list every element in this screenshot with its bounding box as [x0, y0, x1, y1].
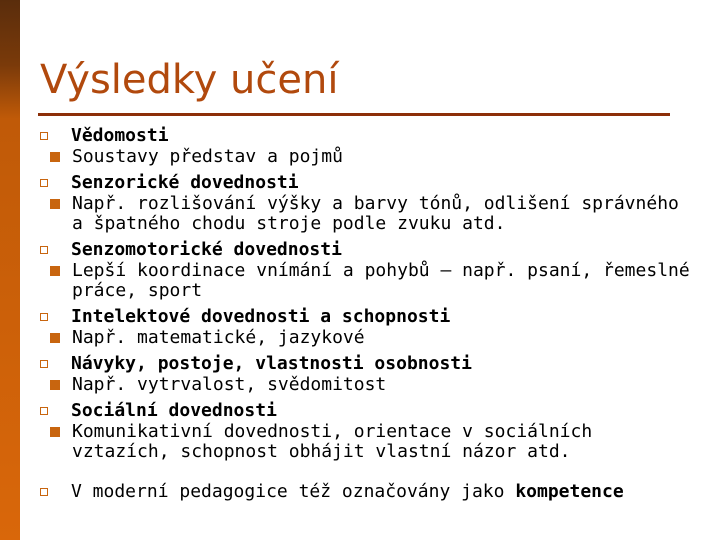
sub-bullet-item [40, 147, 700, 167]
square-bullet-icon [40, 407, 48, 415]
sub-bullet-item [40, 422, 700, 462]
square-bullet-icon [40, 488, 48, 496]
filled-square-bullet-icon [50, 152, 60, 162]
bullet-label: Intelektové dovednosti a schopnosti [71, 306, 451, 327]
slide-title: Výsledky učení [40, 57, 339, 103]
filled-square-bullet-icon [50, 199, 60, 209]
sub-bullet-item [40, 328, 700, 348]
sub-bullet-item [40, 375, 700, 395]
bullet-label: Senzorické dovednosti [71, 172, 299, 193]
final-bullet-text: V moderní pedagogice též označovány jako [71, 481, 516, 502]
bullet-list [40, 124, 700, 503]
side-accent-bar [0, 0, 20, 540]
square-bullet-icon [40, 179, 48, 187]
final-keyword: kompetence [515, 481, 624, 502]
sub-bullet-item [40, 194, 700, 234]
bullet-label: Návyky, postoje, vlastnosti osobnosti [71, 353, 472, 374]
bullet-label: Senzomotorické dovednosti [71, 239, 342, 260]
bullet-item [40, 352, 700, 375]
sub-bullet-text: Např. matematické, jazykové [72, 327, 365, 348]
bullet-item [40, 399, 700, 422]
filled-square-bullet-icon [50, 266, 60, 276]
bullet-label: Vědomosti [71, 125, 169, 146]
sub-bullet-text: Např. rozlišování výšky a barvy tónů, odlišení správného a špatného chodu stroje podle zvuku atd. [72, 193, 679, 234]
square-bullet-icon [40, 313, 48, 321]
sub-bullet-text: Komunikativní dovednosti, orientace v sociálních vztazích, schopnost obhájit vlastní názor atd. [72, 421, 593, 462]
bullet-item [40, 171, 700, 194]
square-bullet-icon [40, 132, 48, 140]
filled-square-bullet-icon [50, 380, 60, 390]
title-divider [38, 113, 670, 116]
sub-bullet-text: Soustavy představ a pojmů [72, 146, 343, 167]
bullet-item [40, 238, 700, 261]
final-bullet-item [40, 480, 700, 503]
bullet-item [40, 305, 700, 328]
square-bullet-icon [40, 360, 48, 368]
sub-bullet-item [40, 261, 700, 301]
bullet-item [40, 124, 700, 147]
square-bullet-icon [40, 246, 48, 254]
filled-square-bullet-icon [50, 427, 60, 437]
spacer [40, 466, 700, 480]
filled-square-bullet-icon [50, 333, 60, 343]
sub-bullet-text: Např. vytrvalost, svědomitost [72, 374, 387, 395]
bullet-label: Sociální dovednosti [71, 400, 277, 421]
sub-bullet-text: Lepší koordinace vnímání a pohybů – např. psaní, řemeslné práce, sport [72, 260, 690, 301]
